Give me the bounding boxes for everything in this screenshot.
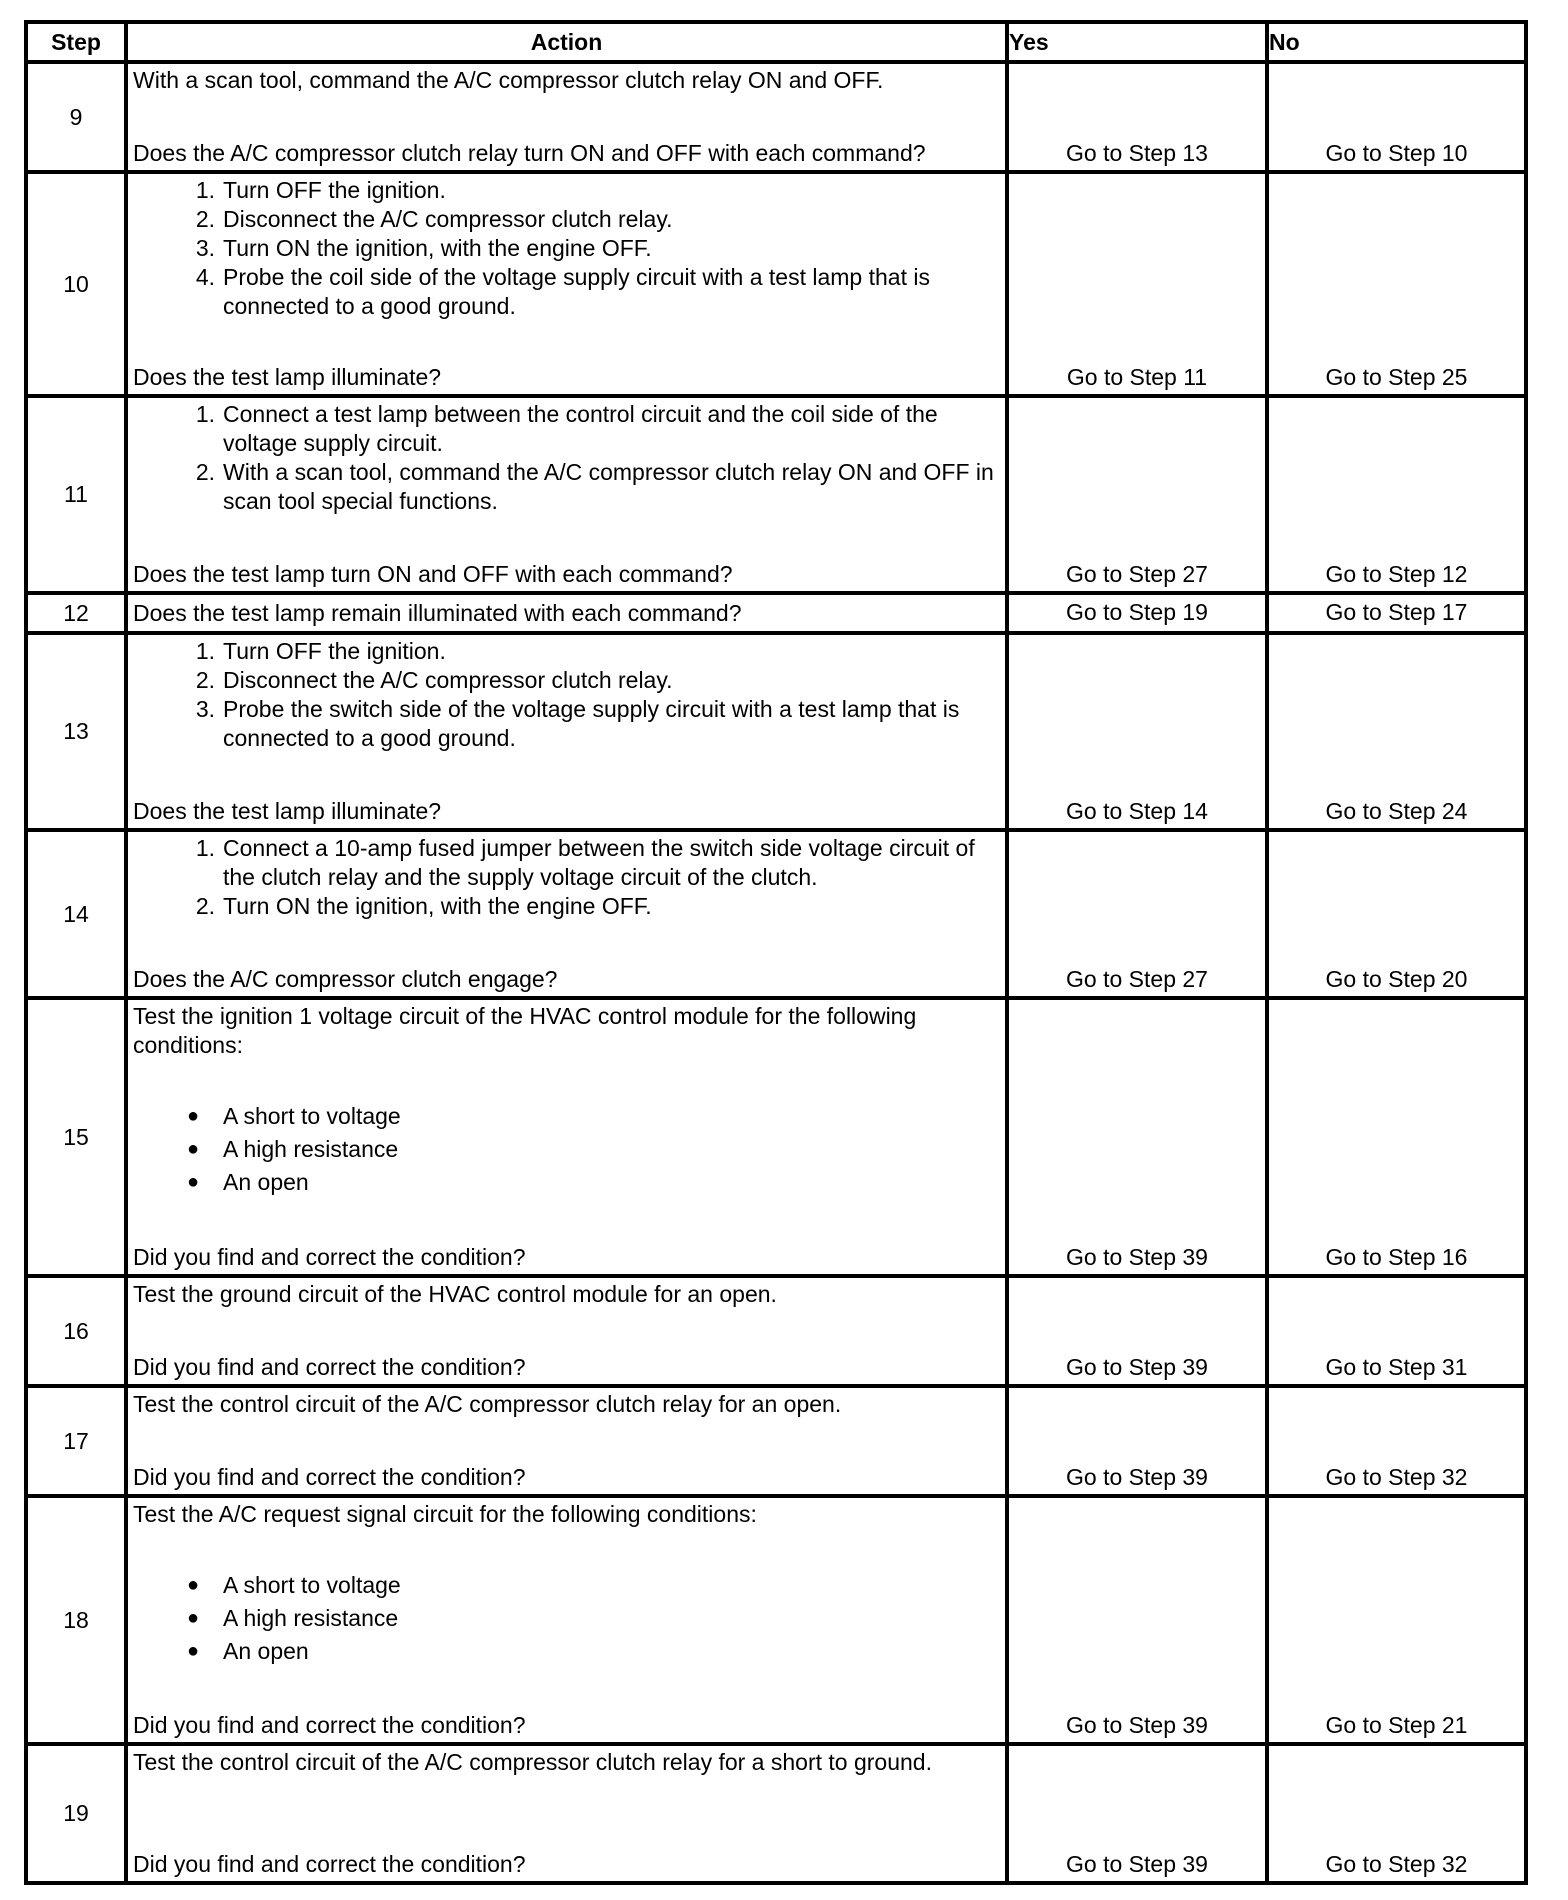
numbered-list — [133, 400, 995, 516]
yes-link[interactable]: Go to Step 11 — [1007, 172, 1267, 396]
step-number: 16 — [26, 1276, 126, 1386]
no-link[interactable]: Go to Step 16 — [1267, 998, 1526, 1276]
yes-link[interactable]: Go to Step 39 — [1007, 1744, 1267, 1883]
question-text: Does the test lamp remain illuminated with each command? — [133, 599, 742, 626]
diagnostic-table — [24, 20, 1528, 1885]
list-number: 1. — [195, 638, 215, 664]
bullet-icon: ● — [186, 1574, 200, 1596]
no-link[interactable]: Go to Step 32 — [1267, 1744, 1526, 1883]
list-number: 1. — [195, 401, 215, 427]
list-item — [133, 263, 995, 321]
list-text: A short to voltage — [223, 1103, 401, 1129]
question-text: Does the A/C compressor clutch relay turn ON and OFF with each command? — [133, 140, 926, 166]
question-text: Did you find and correct the condition? — [133, 1244, 526, 1270]
list-text: Probe the coil side of the voltage supply circuit with a test lamp that is connected to a good ground. — [223, 264, 930, 319]
bullet-list — [133, 1100, 995, 1201]
header-yes: Yes — [1007, 22, 1267, 62]
step-number: 19 — [26, 1744, 126, 1883]
list-number: 2. — [195, 893, 215, 919]
list-item — [133, 234, 995, 263]
no-link[interactable]: Go to Step 32 — [1267, 1386, 1526, 1496]
action-cell — [126, 1386, 1007, 1496]
bullet-icon: ● — [186, 1105, 200, 1127]
table-row — [26, 998, 1526, 1276]
list-item — [133, 1637, 995, 1666]
list-number: 2. — [195, 206, 215, 232]
list-item — [133, 834, 995, 892]
no-link[interactable]: Go to Step 31 — [1267, 1276, 1526, 1386]
list-item — [133, 1135, 995, 1164]
table-row — [26, 396, 1526, 593]
list-text: A high resistance — [223, 1136, 399, 1162]
action-cell — [126, 396, 1007, 593]
action-cell — [126, 633, 1007, 830]
table-row — [26, 830, 1526, 998]
list-text: An open — [223, 1638, 309, 1664]
table-row — [26, 1496, 1526, 1744]
list-text: Connect a 10-amp fused jumper between the switch side voltage circuit of the clutch relay and the supply voltage circuit of the clutch. — [223, 835, 975, 890]
yes-link[interactable]: Go to Step 39 — [1007, 998, 1267, 1276]
list-item — [133, 1604, 995, 1633]
step-number: 15 — [26, 998, 126, 1276]
step-number: 13 — [26, 633, 126, 830]
step-number: 14 — [26, 830, 126, 998]
no-link[interactable]: Go to Step 17 — [1267, 593, 1526, 633]
list-number: 2. — [195, 459, 215, 485]
bullet-icon: ● — [186, 1138, 200, 1160]
yes-link[interactable]: Go to Step 19 — [1007, 593, 1267, 633]
table-row — [26, 1386, 1526, 1496]
action-text: Test the control circuit of the A/C compressor clutch relay for a short to ground. — [133, 1749, 932, 1775]
step-number: 10 — [26, 172, 126, 396]
numbered-list — [133, 834, 995, 921]
list-item — [133, 458, 995, 516]
question-text: Does the test lamp turn ON and OFF with each command? — [133, 561, 733, 587]
list-text: Turn ON the ignition, with the engine OFF. — [223, 893, 652, 919]
list-number: 1. — [195, 177, 215, 203]
no-link[interactable]: Go to Step 12 — [1267, 396, 1526, 593]
list-text: Turn ON the ignition, with the engine OFF. — [223, 235, 652, 261]
action-cell — [126, 1496, 1007, 1744]
question-text: Did you find and correct the condition? — [133, 1464, 526, 1490]
table-row — [26, 172, 1526, 396]
list-item — [133, 1102, 995, 1131]
action-cell — [126, 830, 1007, 998]
list-text: Turn OFF the ignition. — [223, 177, 446, 203]
step-number: 12 — [26, 593, 126, 633]
question-text: Did you find and correct the condition? — [133, 1354, 526, 1380]
header-row — [26, 22, 1526, 62]
step-number: 18 — [26, 1496, 126, 1744]
yes-link[interactable]: Go to Step 27 — [1007, 830, 1267, 998]
header-action: Action — [126, 22, 1007, 62]
list-text: Turn OFF the ignition. — [223, 638, 446, 664]
list-number: 3. — [195, 696, 215, 722]
action-cell — [126, 998, 1007, 1276]
list-text: Disconnect the A/C compressor clutch relay. — [223, 206, 673, 232]
table-row — [26, 62, 1526, 172]
header-step: Step — [26, 22, 126, 62]
action-text: Test the A/C request signal circuit for the following conditions: — [133, 1501, 757, 1527]
question-text: Does the test lamp illuminate? — [133, 364, 442, 390]
list-text: Disconnect the A/C compressor clutch relay. — [223, 667, 673, 693]
list-text: Connect a test lamp between the control circuit and the coil side of the voltage supply circuit. — [223, 401, 938, 456]
question-text: Did you find and correct the condition? — [133, 1712, 526, 1738]
question-text: Does the A/C compressor clutch engage? — [133, 966, 558, 992]
list-item — [133, 400, 995, 458]
list-item — [133, 1168, 995, 1197]
list-item — [133, 176, 995, 205]
numbered-list — [133, 176, 995, 321]
yes-link[interactable]: Go to Step 14 — [1007, 633, 1267, 830]
action-cell — [126, 593, 1007, 633]
table-row — [26, 633, 1526, 830]
numbered-list — [133, 637, 995, 753]
action-text: Test the control circuit of the A/C compressor clutch relay for an open. — [133, 1391, 842, 1417]
action-cell — [126, 1276, 1007, 1386]
question-text: Did you find and correct the condition? — [133, 1851, 526, 1877]
bullet-list — [133, 1569, 995, 1670]
list-item — [133, 205, 995, 234]
list-number: 1. — [195, 835, 215, 861]
list-item — [133, 1571, 995, 1600]
table-row — [26, 1744, 1526, 1883]
yes-link[interactable]: Go to Step 39 — [1007, 1496, 1267, 1744]
bullet-icon: ● — [186, 1171, 200, 1193]
list-item — [133, 637, 995, 666]
no-link[interactable]: Go to Step 10 — [1267, 62, 1526, 172]
list-text: A short to voltage — [223, 1572, 401, 1598]
no-link[interactable]: Go to Step 20 — [1267, 830, 1526, 998]
action-text: Test the ignition 1 voltage circuit of the HVAC control module for the following conditions: — [133, 1003, 917, 1058]
action-text: Test the ground circuit of the HVAC control module for an open. — [133, 1281, 777, 1307]
question-text: Does the test lamp illuminate? — [133, 798, 442, 824]
list-number: 4. — [195, 264, 215, 290]
list-text: With a scan tool, command the A/C compressor clutch relay ON and OFF in scan tool special functions. — [223, 459, 994, 514]
no-link[interactable]: Go to Step 25 — [1267, 172, 1526, 396]
list-text: A high resistance — [223, 1605, 399, 1631]
list-item — [133, 695, 995, 753]
list-number: 2. — [195, 667, 215, 693]
action-cell — [126, 62, 1007, 172]
no-link[interactable]: Go to Step 24 — [1267, 633, 1526, 830]
yes-link[interactable]: Go to Step 39 — [1007, 1276, 1267, 1386]
step-number: 9 — [26, 62, 126, 172]
list-text: An open — [223, 1169, 309, 1195]
yes-link[interactable]: Go to Step 39 — [1007, 1386, 1267, 1496]
step-number: 11 — [26, 396, 126, 593]
bullet-icon: ● — [186, 1607, 200, 1629]
action-cell — [126, 172, 1007, 396]
header-no: No — [1267, 22, 1526, 62]
action-cell — [126, 1744, 1007, 1883]
table-row — [26, 593, 1526, 633]
action-text: With a scan tool, command the A/C compressor clutch relay ON and OFF. — [133, 67, 884, 93]
list-item — [133, 666, 995, 695]
step-number: 17 — [26, 1386, 126, 1496]
bullet-icon: ● — [186, 1640, 200, 1662]
list-text: Probe the switch side of the voltage supply circuit with a test lamp that is connected to a good ground. — [223, 696, 960, 751]
list-number: 3. — [195, 235, 215, 261]
no-link[interactable]: Go to Step 21 — [1267, 1496, 1526, 1744]
table-row — [26, 1276, 1526, 1386]
list-item — [133, 892, 995, 921]
yes-link[interactable]: Go to Step 13 — [1007, 62, 1267, 172]
yes-link[interactable]: Go to Step 27 — [1007, 396, 1267, 593]
